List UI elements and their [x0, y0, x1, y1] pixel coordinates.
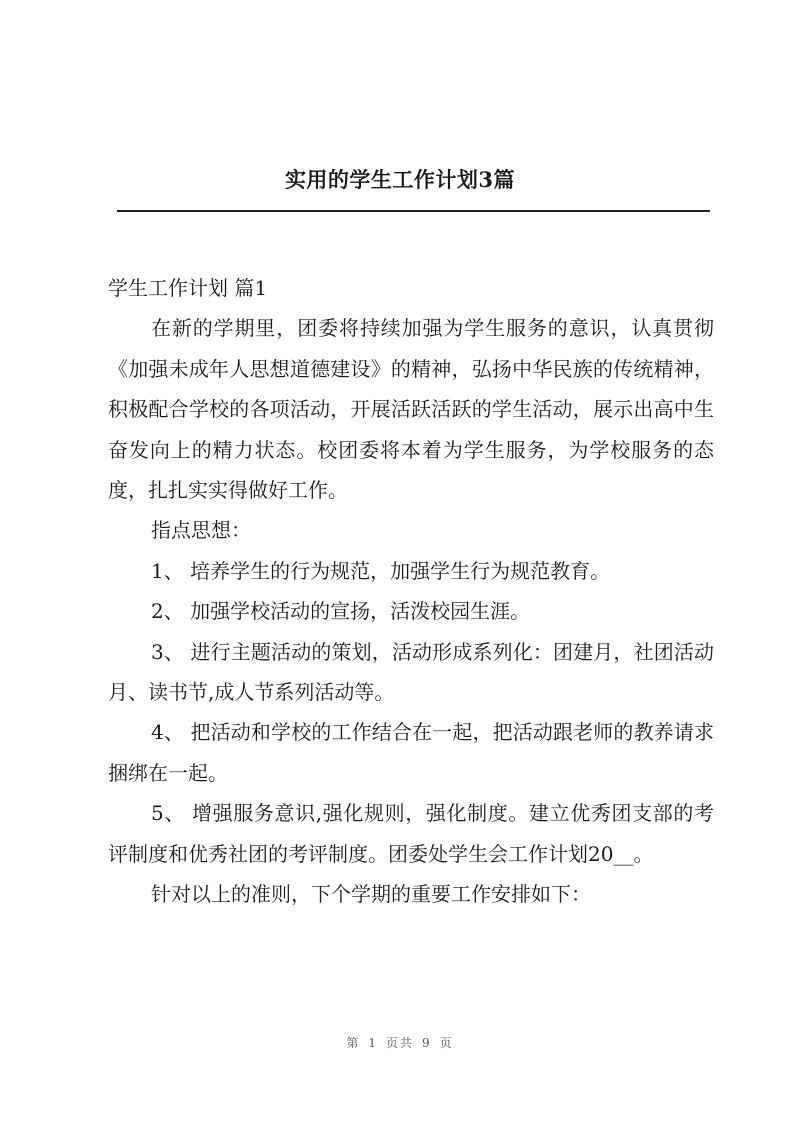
- document-body: [108, 268, 714, 915]
- paragraph-work-plan: 针对以上的准则，下个学期的重要工作安排如下：: [151, 882, 591, 907]
- footer-label-end: 页: [439, 1036, 454, 1050]
- document-title: 实用的学生工作计划3篇: [284, 167, 516, 192]
- paragraph-intro: 在新的学期里，团委将持续加强为学生服务的意识，认真贯彻《加强未成年人思想道德建设》的精神，弘扬中华民族的传统精神，积极配合学校的各项活动，开展活跃活跃的学生活动，展示出高中生奋发向上的精力状态。校团委将本着为学生服务，为学校服务的态度，扎扎实实得做好工作。: [108, 316, 714, 503]
- list-item-4: 4、 把活动和学校的工作结合在一起，把活动跟老师的教养请求捆绑在一起。: [108, 720, 714, 785]
- footer-current-page: 1: [368, 1036, 378, 1050]
- list-item-3: 3、 进行主题活动的策划，活动形成系列化：团建月，社团活动月、读书节,成人节系列活动等。: [108, 639, 714, 705]
- list-item-5: 5、 增强服务意识,强化规则，强化制度。建立优秀团支部的考评制度和优秀社团的考评制度。团委处学生会工作计划20__。: [108, 801, 714, 866]
- footer-label-of: 页共: [385, 1036, 414, 1050]
- footer-total-pages: 9: [422, 1036, 432, 1050]
- list-item-1: 1、 培养学生的行为规范，加强学生行为规范教育。: [151, 558, 611, 583]
- section-heading: 学生工作计划 篇1: [108, 276, 268, 300]
- page-footer: [0, 1034, 800, 1051]
- title-divider: [117, 210, 710, 212]
- paragraph-guiding-thought: 指点思想：: [151, 518, 251, 543]
- list-item-2: 2、 加强学校活动的宣扬，活泼校园生涯。: [151, 599, 531, 624]
- footer-label-page: 第: [346, 1036, 361, 1050]
